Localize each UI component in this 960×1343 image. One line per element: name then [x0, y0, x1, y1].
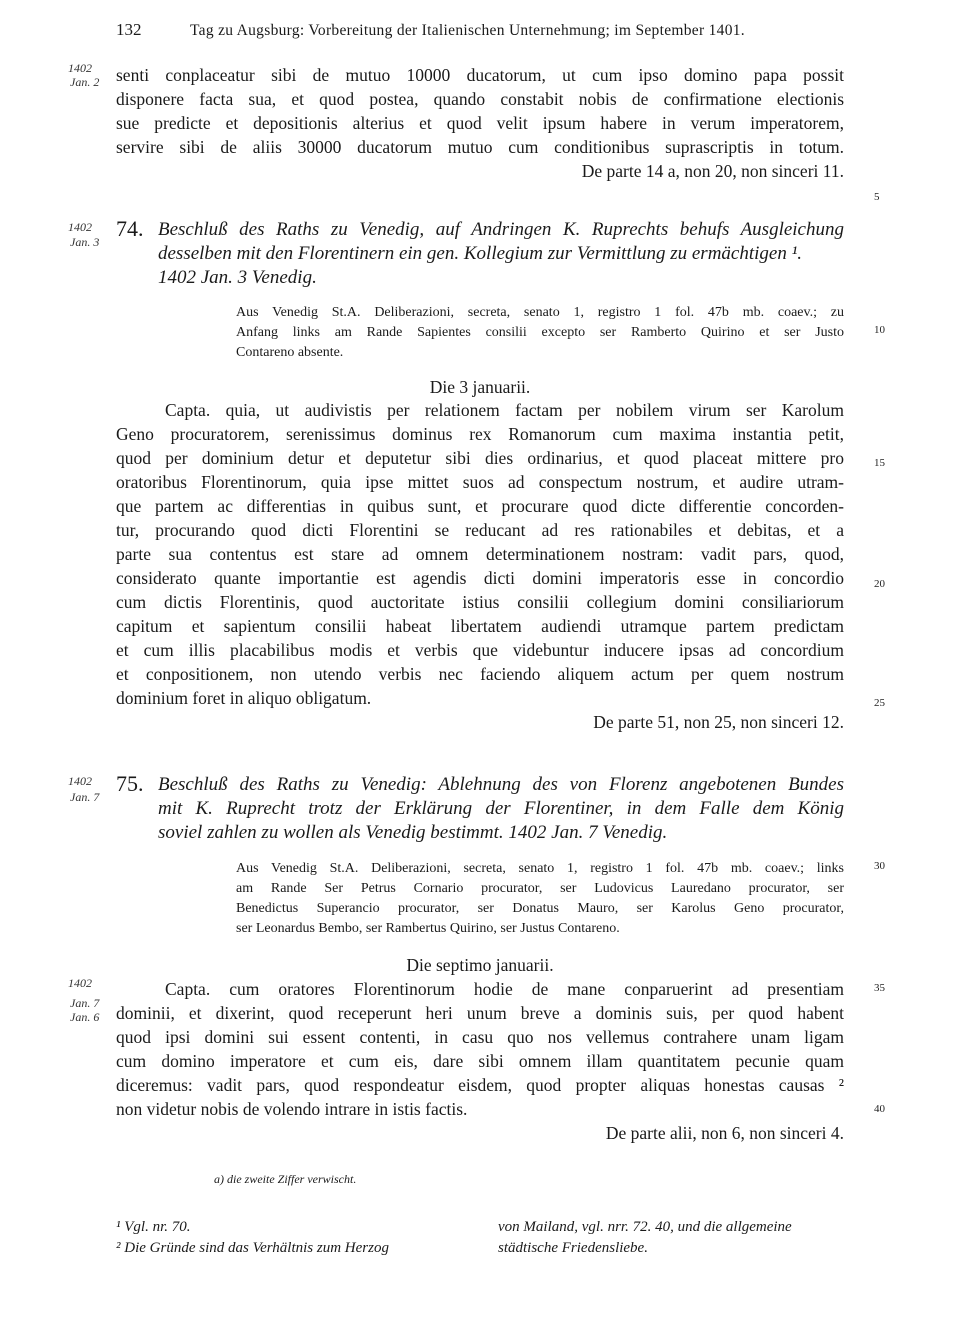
margin-day: Jan. 7 — [70, 790, 100, 804]
text-line: quod ipsi domini sui essent contenti, in casu quo nos vellemus contrahere unam ligam — [116, 1027, 844, 1047]
line-number: 10 — [874, 324, 885, 336]
margin-year: 1402 — [68, 976, 92, 990]
text-line: considerato quante importantie est agendis dicti domini imperatoris esse in concordio — [116, 568, 844, 588]
document-title-line: soviel zahlen zu wollen als Venedig bestimmt. 1402 Jan. 7 Venedig. — [158, 822, 668, 843]
running-title: Tag zu Augsburg: Vorbereitung der Italienischen Unternehmung; im September 1401. — [190, 22, 745, 39]
date-heading: Die 3 januarii. — [429, 377, 531, 397]
margin-day: Jan. 7 — [70, 996, 100, 1010]
footnote-continuation: städtische Friedensliebe. — [498, 1240, 648, 1256]
vote-result: De parte 14 a, non 20, non sinceri 11. — [581, 161, 844, 181]
text-line: servire sibi de aliis 30000 ducatorum mutuo cum conditionibus suprascriptis in totum. — [116, 137, 844, 157]
line-number: 25 — [874, 697, 885, 709]
source-note-line: Benedictus Superancio procurator, ser Donatus Mauro, ser Karolus Geno procurator, — [236, 901, 844, 916]
text-line: dominii, et dixerint, quod receperunt heri unum breve a dominis suis, per quod habent — [116, 1003, 844, 1023]
text-line: et conpositionem, non utendo verbis nec faciendo aliquem actum per quem nostrum — [116, 664, 844, 684]
text-line: Geno procuratorem, serenissimus dominus rex Romanorum cum maxima instantia petit, — [116, 424, 844, 444]
margin-day: Jan. 2 — [70, 75, 100, 89]
footnote: ¹ Vgl. nr. 70. — [116, 1219, 191, 1235]
text-line: cum dictis Florentinis, quod auctoritate istius consilii collegium domini consiliariorum — [116, 592, 844, 612]
margin-day: Jan. 6 — [70, 1010, 100, 1024]
text-line: sue predicte et depositionis alterius et quod velit ipsum habere in verum imperatorem, — [116, 113, 844, 133]
document-number: 75. — [116, 771, 144, 796]
source-note-line: am Rande Ser Petrus Cornario procurator, ser Ludovicus Lauredano procurator, ser — [236, 881, 844, 896]
apparatus-note: a) die zweite Ziffer verwischt. — [214, 1172, 357, 1186]
text-line: et cum illis placabilibus modis et verbis que videbuntur inducere ipsas ad concordium — [116, 640, 844, 660]
footnote-continuation: von Mailand, vgl. nrr. 72. 40, und die allgemeine — [498, 1219, 792, 1235]
text-line: senti conplaceatur sibi de mutuo 10000 ducatorum, ut cum ipso domino papa possit — [116, 65, 844, 85]
footnote: ² Die Gründe sind das Verhältnis zum Herzog — [116, 1240, 389, 1256]
text-line: Capta. quia, ut audivistis per relationem factam per nobilem virum ser Karolum — [165, 400, 844, 420]
source-note-line: Aus Venedig St.A. Deliberazioni, secreta, senato 1, registro 1 fol. 47b mb. coaev.; zu — [236, 305, 844, 320]
text-line: Capta. cum oratores Florentinorum hodie de mane conparuerint ad presentiam — [165, 979, 844, 999]
vote-result: De parte alii, non 6, non sinceri 4. — [605, 1123, 844, 1143]
text-line: que partem ac differentias in quibus sunt, et procurare quod dicte differentie concorden- — [116, 496, 844, 516]
line-number: 40 — [874, 1103, 885, 1115]
text-line: tur, procurando quod dicti Florentini se reducant ad res rationabiles et debitas, et a — [116, 520, 844, 540]
text-line: parte sua contentus est stare ad omnem determinationem nostram: vadit pars, quod, — [116, 544, 844, 564]
source-note-line: Contareno absente. — [236, 345, 344, 360]
line-number: 30 — [874, 860, 885, 872]
text-line: oratoribus Florentinorum, quia ipse mittet suos ad conspectum nostrum, et audire utram- — [116, 472, 844, 492]
margin-year: 1402 — [68, 220, 92, 234]
document-title-line: 1402 Jan. 3 Venedig. — [158, 267, 317, 288]
margin-year: 1402 — [68, 774, 92, 788]
margin-day: Jan. 3 — [70, 235, 100, 249]
text-line: quod per dominium detur et deputetur sibi dies ordinarius, et quod placeat mittere pro — [116, 448, 844, 468]
text-line: capitum et sapientum consilii habeat libertatem audiendi utramque partem predictam — [116, 616, 844, 636]
source-note-line: Aus Venedig St.A. Deliberazioni, secreta, senato 1, registro 1 fol. 47b mb. coaev.; links — [236, 861, 844, 876]
line-number: 20 — [874, 578, 885, 590]
margin-year: 1402 — [68, 61, 92, 75]
document-title-line: desselben mit den Florentinern ein gen. Kollegium zur Vermittlung zu ermächtigen ¹. — [158, 243, 803, 264]
vote-result: De parte 51, non 25, non sinceri 12. — [593, 712, 844, 732]
document-title-line: Beschluß des Raths zu Venedig: Ablehnung des von Florenz angebotenen Bundes — [158, 774, 844, 795]
line-number: 15 — [874, 457, 885, 469]
document-title-line: Beschluß des Raths zu Venedig, auf Andringen K. Ruprechts behufs Ausgleichung — [158, 219, 844, 240]
text-line: cum domino imperatore et cum eis, dare sibi omnem illam quantitatem pecunie quam — [116, 1051, 844, 1071]
page-number: 132 — [116, 20, 142, 39]
date-heading: Die septimo januarii. — [406, 955, 554, 975]
line-number: 35 — [874, 982, 885, 994]
text-line: dominium foret in aliquo obligatum. — [116, 688, 372, 708]
text-line: non videtur nobis de volendo intrare in istis factis. — [116, 1099, 468, 1119]
document-number: 74. — [116, 216, 144, 241]
document-title-line: mit K. Ruprecht trotz der Erklärung der Florentiner, in dem Falle dem König — [158, 798, 844, 819]
text-line: disponere facta sua, et quod postea, quando constabit nobis de confirmatione electionis — [116, 89, 844, 109]
source-note-line: Anfang links am Rande Sapientes consilii excepto ser Ramberto Quirino et ser Justo — [236, 325, 844, 340]
text-line: diceremus: vadit pars, quod respondeatur eisdem, quod propter aliquas honestas causas ² — [116, 1075, 844, 1095]
source-note-line: ser Leonardus Bembo, ser Rambertus Quirino, ser Justus Contareno. — [236, 921, 620, 936]
line-number: 5 — [874, 191, 880, 203]
